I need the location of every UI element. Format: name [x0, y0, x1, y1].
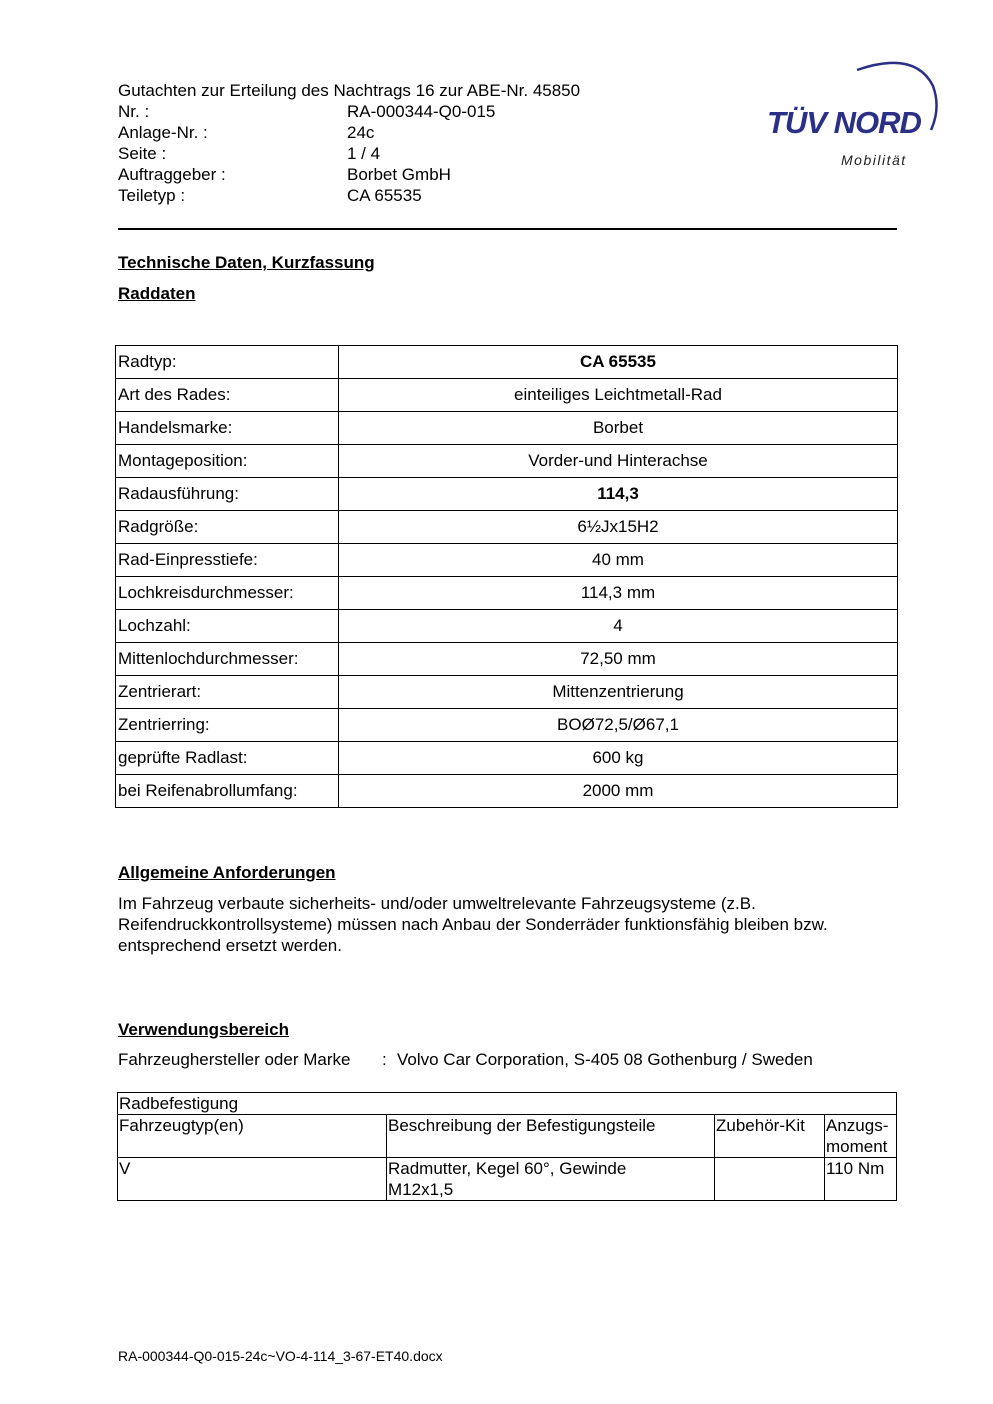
column-header-fahrzeugtyp: Fahrzeugtyp(en)	[118, 1115, 387, 1158]
spec-value: 114,3 mm	[339, 577, 898, 610]
allgemeine-anforderungen-text: Im Fahrzeug verbaute sicherheits- und/oder umweltrelevante Fahrzeugsysteme (z.B. Reifendruckkontrollsysteme) müssen nach Anbau der Sonderräder funktionsfähig bleiben bzw. entsprechend ersetzt werden.	[118, 894, 828, 955]
anzugsmoment-line: Anzugs-	[826, 1116, 889, 1135]
cell-beschreibung: Radmutter, Kegel 60°, Gewinde M12x1,5	[387, 1158, 715, 1201]
table-title-row	[118, 1093, 897, 1115]
spec-label: geprüfte Radlast:	[116, 742, 339, 775]
manufacturer-label: Fahrzeughersteller oder Marke	[118, 1050, 351, 1069]
radbefestigung-table	[117, 1092, 897, 1201]
header-label: Teiletyp :	[118, 186, 186, 205]
cell-anzugsmoment: 110 Nm	[825, 1158, 897, 1201]
anzugsmoment-line: moment	[826, 1137, 888, 1156]
table-row	[116, 511, 898, 544]
header-value: CA 65535	[347, 186, 422, 205]
spec-value: 2000 mm	[339, 775, 898, 808]
table-row	[116, 610, 898, 643]
spec-value: Borbet	[339, 412, 898, 445]
spec-value: Mittenzentrierung	[339, 676, 898, 709]
spec-label: Lochkreisdurchmesser:	[116, 577, 339, 610]
spec-value: 114,3	[339, 478, 898, 511]
spec-label: bei Reifenabrollumfang:	[116, 775, 339, 808]
table-row	[116, 577, 898, 610]
table-row	[116, 478, 898, 511]
table-row	[116, 379, 898, 412]
header-value: 1 / 4	[347, 144, 381, 163]
section-heading-verwendungsbereich: Verwendungsbereich	[118, 1020, 289, 1039]
spec-value: einteiliges Leichtmetall-Rad	[339, 379, 898, 412]
spec-label: Montageposition:	[116, 445, 339, 478]
spec-value: 600 kg	[339, 742, 898, 775]
manufacturer-value: Volvo Car Corporation, S-405 08 Gothenburg / Sweden	[397, 1050, 813, 1069]
column-header-anzugsmoment	[825, 1115, 897, 1158]
logo-brand-text: TÜV NORD	[767, 105, 921, 140]
spec-label: Zentrierring:	[116, 709, 339, 742]
table-row	[116, 346, 898, 379]
column-header-beschreibung: Beschreibung der Befestigungsteile	[387, 1115, 715, 1158]
spec-value: Vorder-und Hinterachse	[339, 445, 898, 478]
logo-subtitle: Mobilität	[841, 152, 907, 168]
table-row	[116, 775, 898, 808]
table-row	[118, 1158, 897, 1201]
raddaten-table	[115, 345, 898, 808]
header-label: Anlage-Nr. :	[118, 123, 208, 142]
section-heading-technische-daten: Technische Daten, Kurzfassung	[118, 253, 375, 272]
footer-filename: RA-000344-Q0-015-24c~VO-4-114_3-67-ET40.docx	[118, 1348, 443, 1364]
document-title: Gutachten zur Erteilung des Nachtrags 16 zur ABE-Nr. 45850	[118, 81, 581, 100]
header-value: RA-000344-Q0-015	[347, 102, 496, 121]
spec-label: Zentrierart:	[116, 676, 339, 709]
spec-label: Lochzahl:	[116, 610, 339, 643]
section-heading-allgemeine-anforderungen: Allgemeine Anforderungen	[118, 863, 336, 882]
cell-fahrzeugtyp: V	[118, 1158, 387, 1201]
table-row	[116, 742, 898, 775]
header-value: Borbet GmbH	[347, 165, 451, 184]
column-header-zubehoer-kit: Zubehör-Kit	[715, 1115, 825, 1158]
manufacturer-separator: :	[382, 1050, 387, 1069]
cell-zubehoer-kit	[715, 1158, 825, 1201]
spec-label: Radtyp:	[116, 346, 339, 379]
header-label: Nr. :	[118, 102, 150, 121]
spec-value: BOØ72,5/Ø67,1	[339, 709, 898, 742]
table-row	[116, 676, 898, 709]
spec-value: 72,50 mm	[339, 643, 898, 676]
tuv-nord-logo	[765, 58, 945, 173]
spec-value: 6½Jx15H2	[339, 511, 898, 544]
spec-value: CA 65535	[339, 346, 898, 379]
spec-label: Mittenlochdurchmesser:	[116, 643, 339, 676]
header-label: Auftraggeber :	[118, 165, 226, 184]
spec-value: 40 mm	[339, 544, 898, 577]
spec-label: Radgröße:	[116, 511, 339, 544]
header-value: 24c	[347, 123, 375, 142]
spec-label: Radausführung:	[116, 478, 339, 511]
spec-value: 4	[339, 610, 898, 643]
table-row	[116, 544, 898, 577]
header-divider	[118, 228, 897, 230]
table-row	[116, 445, 898, 478]
table-row	[116, 412, 898, 445]
table-row	[116, 643, 898, 676]
spec-label: Art des Rades:	[116, 379, 339, 412]
section-heading-raddaten: Raddaten	[118, 284, 196, 303]
table-header-row	[118, 1115, 897, 1158]
radbefestigung-title: Radbefestigung	[118, 1093, 897, 1115]
spec-label: Rad-Einpresstiefe:	[116, 544, 339, 577]
header-label: Seite :	[118, 144, 167, 163]
table-row	[116, 709, 898, 742]
spec-label: Handelsmarke:	[116, 412, 339, 445]
